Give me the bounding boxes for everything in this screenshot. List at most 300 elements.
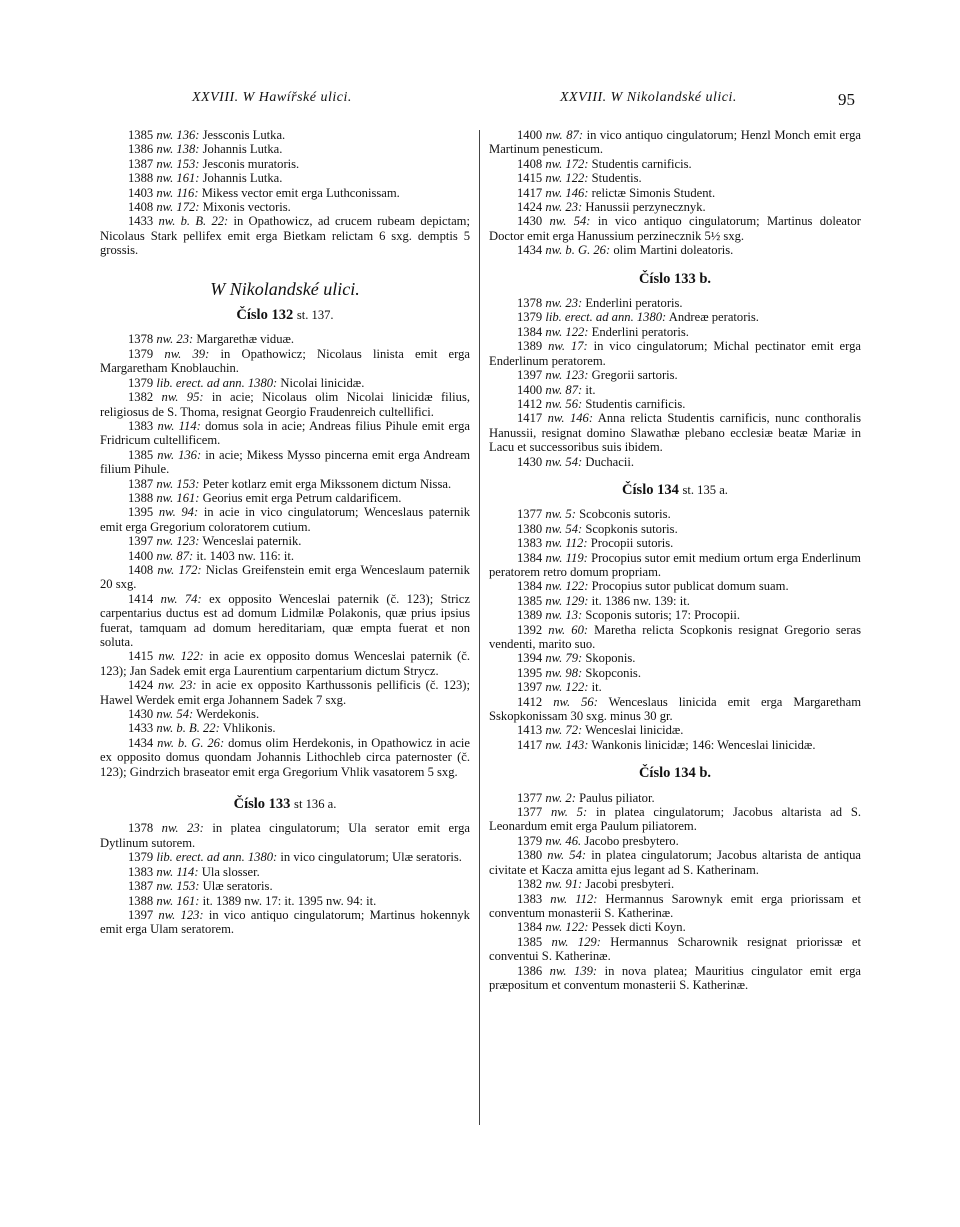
record-entry	[100, 563, 470, 592]
entry-source: nw. 123:	[156, 534, 200, 549]
entry-text: Hermannus Sarownyk emit erga priorissam et conventum monasterii S. Katherinæ.	[489, 891, 861, 920]
entry-source: nw. b. G. 26:	[545, 243, 611, 258]
entry-year: 1378	[128, 821, 154, 836]
entry-list	[489, 128, 861, 258]
entry-source: nw. 2:	[545, 790, 576, 805]
entry-year: 1379	[128, 375, 154, 390]
entry-source: nw. 172:	[545, 156, 589, 171]
page-number: 95	[838, 90, 855, 109]
running-head-right: XXVIII. W Nikolandské ulici.	[560, 90, 737, 105]
entry-source: nw. 60:	[548, 622, 589, 637]
record-entry	[100, 821, 470, 850]
entry-source: nw. 161:	[156, 490, 200, 505]
entry-year: 1433	[128, 214, 154, 229]
entry-source: nw. 153:	[156, 879, 200, 894]
entry-text: Vhlikonis.	[222, 721, 276, 736]
record-entry	[489, 594, 861, 608]
entry-text: Wenceslai paternik.	[202, 534, 302, 549]
record-entry	[100, 186, 470, 200]
record-entry	[489, 411, 861, 454]
record-entry	[100, 157, 470, 171]
entry-text: Wankonis linicidæ; 146: Wenceslai linicidæ.	[591, 737, 816, 752]
entry-text: Hermannus Scharownik resignat priorissæ et conventui S. Katherinæ.	[489, 934, 861, 964]
entry-text: in platea cingulatorum; Jacobus altarista de antiqua civitate et Kacza amitta ejus legant ad S. Katherinam.	[489, 848, 861, 877]
entry-text: in vico antiquo cingulatorum; Martinus hokennyk emit erga Ulam seratorem.	[100, 907, 470, 937]
entry-text: Jessconis Lutka.	[202, 128, 286, 142]
entry-text: Studentis carnificis.	[585, 396, 686, 411]
record-entry	[489, 522, 861, 536]
entry-source: nw. 153:	[156, 156, 200, 171]
entry-text: it.	[591, 680, 602, 695]
record-entry	[489, 723, 861, 737]
entry-year: 1415	[517, 171, 543, 186]
entry-text: in nova platea; Mauritius cingulator emit erga præpositum et conventum monasterii S. Katherinæ.	[489, 963, 861, 992]
entry-text: in acie in vico cingulatorum; Wenceslaus paternik emit erga Gregorium coloratorem cutium.	[100, 505, 470, 534]
house-heading	[489, 766, 861, 780]
entry-year: 1400	[517, 128, 543, 142]
entry-source: nw. 122:	[545, 324, 589, 339]
entry-text: in acie; Mikess Mysso pincerna emit erga Andream filium Pihule.	[100, 447, 471, 477]
entry-year: 1388	[128, 171, 154, 186]
record-entry	[489, 651, 861, 665]
entry-text: Skoponis.	[585, 651, 636, 666]
entry-source: nw. 138:	[156, 142, 200, 157]
entry-year: 1424	[128, 678, 154, 693]
entry-year: 1397	[128, 534, 154, 549]
entry-source: nw. 146:	[547, 411, 594, 426]
record-entry	[100, 707, 470, 721]
entry-year: 1384	[517, 920, 543, 935]
record-entry	[100, 678, 470, 707]
entry-source: nw. 129:	[545, 593, 589, 608]
entry-text: Andreæ peratoris.	[668, 310, 759, 325]
entry-year: 1388	[128, 490, 154, 505]
entry-source: nw. 114:	[157, 418, 201, 433]
entry-year: 1395	[128, 505, 154, 520]
entry-text: Studentis carnificis.	[591, 156, 692, 171]
entry-source: nw. 5:	[550, 805, 588, 820]
entry-source: nw. 112:	[550, 891, 598, 906]
entry-list	[100, 332, 470, 779]
entry-source: nw. 5:	[545, 507, 576, 522]
record-entry	[489, 666, 861, 680]
entry-year: 1430	[517, 214, 543, 229]
entry-text: Pessek dicti Koyn.	[591, 920, 686, 935]
record-entry	[100, 549, 470, 563]
house-title: Číslo 133	[233, 796, 291, 813]
record-entry	[489, 325, 861, 339]
record-entry	[489, 608, 861, 622]
entry-year: 1408	[128, 200, 154, 215]
entry-year: 1417	[517, 185, 543, 200]
entry-source: nw. 79:	[545, 651, 583, 666]
house-heading	[489, 483, 861, 497]
entry-source: nw. 94:	[158, 505, 199, 520]
record-entry	[489, 310, 861, 324]
entry-text: Jacobo presbytero.	[584, 833, 679, 848]
entry-source: nw. 122:	[545, 579, 589, 594]
entry-text: Mikess vector emit erga Luthconissam.	[201, 185, 400, 200]
record-entry	[489, 157, 861, 171]
entry-text: ex opposito Wenceslai paternik (č. 123); Stricz carpentarius ductus est ad domum Lidmilæ Polakonis, quæ prius ipsius fuerat, tamquam ad domum hereditariam, quæ empta fuerat et non soluta.	[100, 591, 470, 649]
running-head-left: XXVIII. W Hawířské ulici.	[192, 90, 352, 105]
record-entry	[489, 834, 861, 848]
entry-source: nw. 139:	[549, 963, 598, 978]
record-entry	[489, 128, 861, 157]
house-heading	[100, 797, 470, 811]
entry-year: 1395	[517, 665, 543, 680]
record-entry	[100, 865, 470, 879]
entry-source: nw. b. G. 26:	[157, 735, 225, 750]
entry-source: nw. b. B. 22:	[158, 214, 229, 229]
entry-year: 1377	[517, 507, 543, 522]
column-divider	[479, 130, 480, 1125]
entry-text: in vico cingulatorum; Ulæ seratoris.	[280, 850, 462, 865]
entry-year: 1387	[128, 476, 154, 491]
entry-source: nw. 23:	[158, 678, 197, 693]
entry-list	[489, 791, 861, 993]
entry-year: 1412	[517, 396, 543, 411]
entry-text: Wenceslaus linicida emit erga Margaretham Sskopkonissam 30 sxg. minus 30 gr.	[489, 694, 861, 724]
entry-year: 1392	[517, 622, 543, 637]
entry-year: 1379	[128, 850, 154, 865]
house-old-number: st. 135 a.	[682, 482, 728, 497]
entry-text: olim Martini doleatoris.	[613, 243, 734, 258]
entry-year: 1397	[517, 368, 543, 383]
record-entry	[489, 243, 861, 257]
entry-text: Mixonis vectoris.	[202, 200, 291, 215]
entry-list	[100, 821, 470, 936]
record-entry	[489, 397, 861, 411]
entry-source: nw. 172:	[157, 562, 202, 577]
record-entry	[100, 448, 470, 477]
entry-source: nw. 23:	[545, 296, 583, 311]
entry-year: 1408	[128, 562, 154, 577]
entry-text: Duchacii.	[585, 454, 634, 469]
house-heading	[489, 272, 861, 286]
record-entry	[100, 908, 470, 937]
entry-year: 1387	[128, 879, 154, 894]
entry-year: 1382	[128, 390, 154, 405]
entry-year: 1385	[128, 128, 154, 142]
entry-year: 1378	[517, 296, 543, 311]
entry-source: nw. 122:	[158, 649, 204, 664]
entry-year: 1433	[128, 721, 154, 736]
entry-text: in vico antiquo cingulatorum; Martinus doleator Doctor emit erga Hanussium perzinecznik 5½ sxg.	[489, 214, 861, 243]
entry-text: Ulæ seratoris.	[202, 879, 273, 894]
record-entry	[100, 505, 470, 534]
entry-year: 1408	[517, 156, 543, 171]
entry-source: nw. 54:	[545, 454, 583, 469]
entry-source: nw. 54:	[545, 521, 583, 536]
house-title: Číslo 132	[236, 307, 294, 324]
record-entry	[100, 200, 470, 214]
record-entry	[100, 390, 470, 419]
entry-source: nw. 143:	[545, 737, 589, 752]
entry-source: nw. 161:	[156, 893, 200, 908]
entry-text: Peter kotlarz emit erga Mikssonem dictum Nissa.	[202, 476, 452, 491]
entry-year: 1415	[128, 649, 154, 664]
record-entry	[489, 920, 861, 934]
entry-text: Jesconis muratoris.	[202, 156, 300, 171]
entry-source: nw. 23:	[545, 200, 583, 215]
entry-year: 1379	[128, 346, 154, 361]
record-entry	[489, 551, 861, 580]
entry-year: 1389	[517, 339, 543, 354]
record-entry	[100, 649, 470, 678]
record-entry	[489, 171, 861, 185]
entry-year: 1377	[517, 790, 543, 805]
entry-text: Johannis Lutka.	[202, 171, 283, 186]
entry-source: nw. 116:	[156, 185, 199, 200]
entry-year: 1385	[517, 593, 543, 608]
entry-text: it. 1386 nw. 139: it.	[591, 593, 690, 608]
record-entry	[100, 142, 470, 156]
record-entry	[489, 200, 861, 214]
entry-year: 1434	[517, 243, 543, 258]
entry-source: nw. 119:	[545, 550, 588, 565]
entry-text: Anna relicta Studentis carnificis, nunc conthoralis Hanussii, resignat domino Slawathæ plebano ecclesiæ beatæ Mariæ in Lacu et successoribus suis ibidem.	[489, 411, 861, 455]
entry-year: 1424	[517, 200, 543, 215]
record-entry	[489, 964, 861, 993]
record-entry	[100, 721, 470, 735]
entry-source: lib. erect. ad ann. 1380:	[156, 375, 278, 390]
entry-text: Procopius sutor publicat domum suam.	[591, 579, 789, 594]
record-entry	[100, 376, 470, 390]
record-entry	[100, 736, 470, 779]
record-entry	[100, 347, 470, 376]
record-entry	[489, 339, 861, 368]
entry-year: 1386	[128, 142, 154, 157]
entry-source: nw. 123:	[545, 368, 589, 383]
entry-source: nw. 23:	[161, 821, 204, 836]
entry-text: it. 1403 nw. 116: it.	[196, 548, 295, 563]
entry-text: in vico antiquo cingulatorum; Henzl Monch emit erga Martinum penesticum.	[489, 128, 861, 157]
entry-text: domus sola in acie; Andreas filius Pihule emit erga Fridricum cultellificem.	[100, 418, 470, 448]
entry-source: nw. 87:	[156, 548, 194, 563]
record-entry	[489, 805, 861, 834]
entry-year: 1403	[128, 185, 154, 200]
record-entry	[489, 579, 861, 593]
entry-list	[489, 507, 861, 752]
record-entry	[100, 477, 470, 491]
entry-source: nw. 74:	[160, 591, 202, 606]
entry-text: Ula slosser.	[201, 864, 260, 879]
entry-source: nw. 153:	[156, 476, 200, 491]
entry-source: nw. 46.	[545, 833, 582, 848]
entry-year: 1397	[128, 907, 154, 922]
entry-source: nw. 95:	[161, 390, 204, 405]
record-entry	[489, 935, 861, 964]
entry-text: Nicolai linicidæ.	[280, 375, 365, 390]
record-entry	[489, 296, 861, 310]
entry-source: nw. 13:	[545, 608, 583, 623]
record-entry	[489, 214, 861, 243]
record-entry	[100, 534, 470, 548]
entry-year: 1417	[517, 737, 543, 752]
entry-text: Werdekonis.	[196, 707, 260, 722]
record-entry	[100, 879, 470, 893]
entry-text: Skopconis.	[585, 665, 641, 680]
entry-text: Scopkonis sutoris.	[585, 521, 678, 536]
entry-year: 1385	[128, 447, 154, 462]
record-entry	[100, 419, 470, 448]
record-entry	[489, 507, 861, 521]
record-entry	[100, 592, 470, 650]
entry-text: Scobconis sutoris.	[579, 507, 671, 522]
entry-year: 1377	[517, 805, 543, 820]
entry-source: nw. 56:	[553, 694, 598, 709]
entry-year: 1386	[517, 963, 543, 978]
entry-text: relictæ Simonis Student.	[591, 185, 716, 200]
entry-year: 1384	[517, 579, 543, 594]
house-heading	[100, 308, 470, 322]
entry-year: 1379	[517, 833, 543, 848]
house-title: Číslo 133 b.	[638, 270, 712, 287]
record-entry	[489, 368, 861, 382]
entry-year: 1413	[517, 723, 543, 738]
house-title: Číslo 134 b.	[638, 765, 712, 782]
entry-text: Enderlini peratoris.	[585, 296, 683, 311]
entry-year: 1382	[517, 877, 543, 892]
entry-year: 1383	[128, 418, 154, 433]
entry-text: Scoponis sutoris; 17: Procopii.	[585, 608, 740, 623]
entry-text: Procopii sutoris.	[590, 536, 674, 551]
entry-text: in Opathowicz, ad crucem rubeam depictam; Nicolaus Stark pellifex emit erga Bietkam relictam 6 sxg. demptis 5 grossis.	[100, 214, 470, 258]
entry-text: Gregorii sartoris.	[591, 368, 678, 383]
record-entry	[100, 128, 470, 142]
entry-source: nw. 122:	[545, 171, 589, 186]
entry-year: 1383	[517, 891, 543, 906]
entry-source: nw. 114:	[156, 864, 199, 879]
house-old-number: st. 137.	[296, 308, 334, 323]
section-title: W Nikolandské ulici.	[210, 278, 360, 299]
record-entry	[489, 536, 861, 550]
entry-text: in platea cingulatorum; Ula serator emit erga Dytlinum sutorem.	[100, 821, 470, 850]
entry-source: nw. 123:	[158, 907, 204, 922]
entry-text: it.	[585, 382, 596, 397]
entry-year: 1378	[128, 332, 154, 347]
entry-text: in acie ex opposito domus Wenceslai paternik (č. 123); Jan Sadek emit erga Laurentium carpentarium dictum Strycz.	[100, 649, 470, 678]
entry-year: 1384	[517, 324, 543, 339]
entry-source: nw. 172:	[156, 200, 200, 215]
entry-year: 1400	[128, 548, 154, 563]
record-entry	[489, 186, 861, 200]
entry-year: 1380	[517, 848, 543, 863]
entry-text: in vico cingulatorum; Michal pectinator emit erga Enderlinum peratorem.	[489, 339, 861, 368]
entry-year: 1380	[517, 521, 543, 536]
record-entry	[100, 332, 470, 346]
entry-text: Margarethæ viduæ.	[196, 332, 295, 347]
entry-year: 1379	[517, 310, 543, 325]
record-entry	[100, 894, 470, 908]
left-column	[100, 128, 470, 937]
entry-source: nw. 17:	[548, 339, 588, 354]
entry-source: nw. 87:	[545, 382, 583, 397]
entry-year: 1388	[128, 893, 154, 908]
entry-source: nw. 54:	[547, 848, 587, 863]
entry-text: in Opathowicz; Nicolaus linista emit erga Margaretham Knoblauchin.	[100, 346, 470, 376]
record-entry	[489, 383, 861, 397]
entry-year: 1383	[128, 864, 154, 879]
entry-source: nw. 146:	[545, 185, 589, 200]
entry-year: 1400	[517, 382, 543, 397]
entry-year: 1384	[517, 550, 543, 565]
entry-source: lib. erect. ad ann. 1380:	[156, 850, 278, 865]
entry-source: nw. 129:	[551, 934, 601, 949]
entry-year: 1383	[517, 536, 543, 551]
entry-source: nw. 56:	[545, 396, 583, 411]
entry-year: 1387	[128, 156, 154, 171]
entry-year: 1430	[517, 454, 543, 469]
record-entry	[100, 214, 470, 257]
entry-source: nw. 87:	[545, 128, 584, 142]
entry-text: Hanussii perzynecznyk.	[585, 200, 706, 215]
entry-source: nw. 136:	[157, 447, 202, 462]
entry-source: nw. 122:	[545, 680, 589, 695]
entry-source: nw. 91:	[545, 877, 583, 892]
entry-text: it. 1389 nw. 17: it. 1395 nw. 94: it.	[202, 893, 377, 908]
entry-source: nw. 39:	[164, 346, 210, 361]
entry-text: Johannis Lutka.	[202, 142, 283, 157]
record-entry	[489, 848, 861, 877]
record-entry	[489, 680, 861, 694]
record-entry	[489, 695, 861, 724]
right-column	[489, 128, 861, 992]
entry-text: in acie ex opposito Karthussonis pellificis (č. 123); Hawel Werdek emit erga Johannem Sadek 7 sxg.	[100, 678, 470, 707]
entry-year: 1434	[128, 735, 154, 750]
entry-text: Paulus piliator.	[579, 790, 655, 805]
entry-source: nw. 122:	[545, 920, 589, 935]
entry-list	[100, 128, 470, 258]
entry-source: nw. 54:	[549, 214, 591, 229]
entry-source: lib. erect. ad ann. 1380:	[545, 310, 667, 325]
record-entry	[489, 623, 861, 652]
entry-text: Maretha relicta Scopkonis resignat Gregorio seras vendenti, marito suo.	[489, 622, 861, 651]
entry-text: Procopius sutor emit medium ortum erga Enderlinum peratorem retro domum propriam.	[489, 550, 861, 579]
entry-year: 1389	[517, 608, 543, 623]
record-entry	[489, 892, 861, 921]
entry-source: nw. 112:	[545, 536, 588, 551]
entry-source: nw. b. B. 22:	[156, 721, 220, 736]
entry-source: nw. 54:	[156, 707, 194, 722]
record-entry	[100, 171, 470, 185]
record-entry	[489, 455, 861, 469]
house-old-number: st 136 a.	[294, 797, 337, 812]
entry-source: nw. 23:	[156, 332, 194, 347]
record-entry	[100, 850, 470, 864]
record-entry	[489, 791, 861, 805]
entry-text: Enderlini peratoris.	[591, 324, 689, 339]
entry-list	[489, 296, 861, 469]
entry-text: in acie; Nicolaus olim Nicolai linicidæ filius, religiosus de S. Thoma, resignat Georgio Fraudenreich cultellifici.	[100, 390, 470, 419]
entry-year: 1394	[517, 651, 543, 666]
entry-text: Wenceslai linicidæ.	[585, 723, 684, 738]
entry-source: nw. 136:	[156, 128, 200, 142]
entry-year: 1414	[128, 591, 154, 606]
entry-text: Niclas Greifenstein emit erga Wenceslaum paternik 20 sxg.	[100, 562, 470, 592]
entry-year: 1417	[517, 411, 543, 426]
record-entry	[100, 491, 470, 505]
entry-text: Georius emit erga Petrum caldarificem.	[202, 490, 402, 505]
house-title: Číslo 134	[622, 481, 679, 498]
entry-year: 1397	[517, 680, 543, 695]
entry-year: 1412	[517, 694, 543, 709]
entry-year: 1385	[517, 934, 543, 949]
entry-text: domus olim Herdekonis, in Opathowicz in acie ex opposito domus quondam Johannis Lithochleb circa paternoster (č. 123); Gindrzich braseator emit erga Gregorium Vhlik vasatorem 5 sxg.	[100, 735, 470, 779]
entry-text: Jacobi presbyteri.	[585, 877, 675, 892]
record-entry	[489, 738, 861, 752]
